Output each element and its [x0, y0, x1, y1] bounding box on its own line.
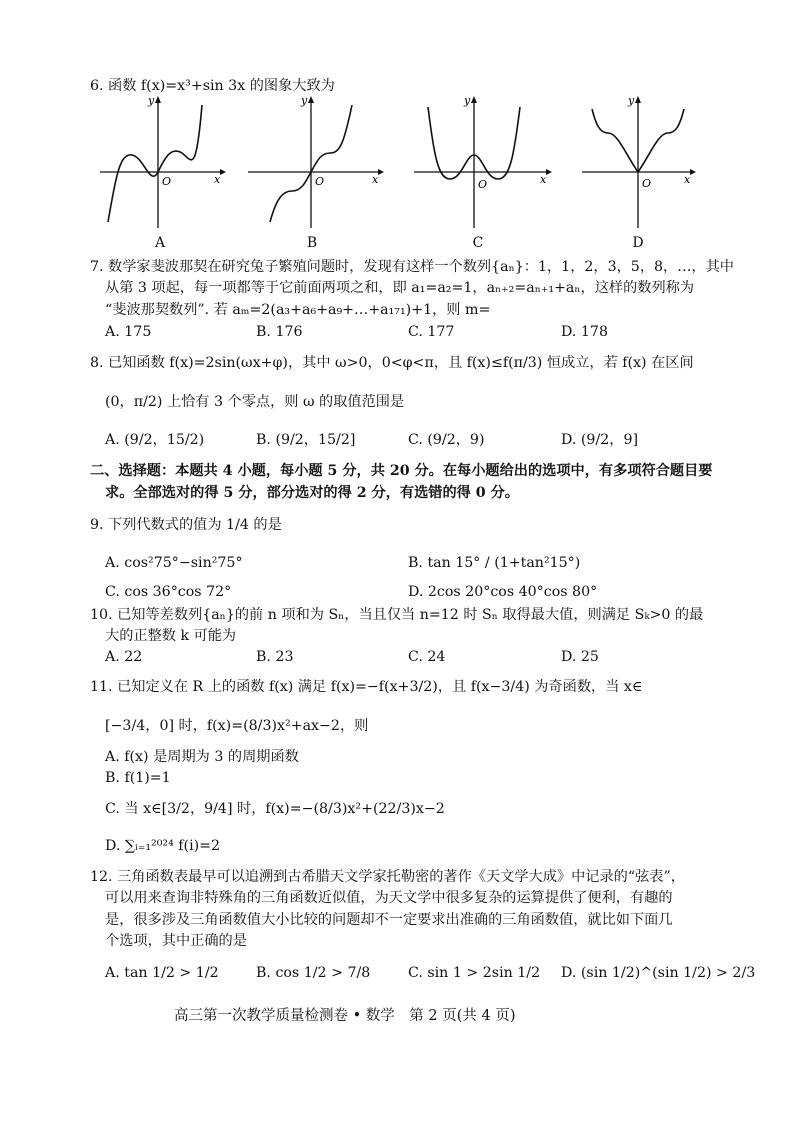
q10-option-b: B. 23	[256, 649, 294, 665]
graph-a-y-label: y	[148, 95, 155, 107]
q8-option-a: A. (9/2，15/2)	[105, 432, 205, 448]
q12-line3: 是，很多涉及三角函数值大小比较的问题却不一定要求出准确的三角函数值，就比如下面几	[105, 912, 673, 928]
q11-option-c: C. 当 x∈[3/2，9/4] 时，f(x)=−(8/3)x²+(22/3)x−2	[105, 801, 445, 817]
graph-a	[98, 95, 226, 230]
q12-line4: 个选项，其中正确的是	[105, 933, 247, 949]
q12-option-a: A. tan 1/2 > 1/2	[105, 965, 219, 981]
graph-label-d: D	[632, 235, 644, 251]
q8-option-d: D. (9/2，9]	[561, 432, 639, 448]
graph-b	[246, 95, 384, 230]
q12-option-d: D. (sin 1/2)^(sin 1/2) > 2/3	[561, 965, 756, 981]
graph-d-y-label: y	[628, 95, 635, 107]
section2-line1: 二、选择题：本题共 4 小题，每小题 5 分，共 20 分。在每小题给出的选项中，有多项符合题目要	[90, 463, 713, 479]
graph-a-origin: O	[162, 175, 172, 188]
q12-line2: 可以用来查询非特殊角的三角函数近似值，为天文学中很多复杂的运算提供了便利，有趣的	[105, 890, 673, 906]
graph-c-y-label: y	[464, 95, 471, 107]
q7-line2: 从第 3 项起，每一项都等于它前面两项之和，即 a₁=a₂=1，aₙ₊₂=aₙ₊₁+aₙ，这样的数列称为	[105, 280, 695, 296]
q8-option-b: B. (9/2，15/2]	[256, 432, 356, 448]
graph-b-y-label: y	[301, 95, 308, 107]
q7-option-c: C. 177	[408, 324, 455, 340]
graph-d	[580, 95, 696, 230]
graph-d-x-label: x	[684, 173, 691, 186]
q7-option-d: D. 178	[561, 324, 608, 340]
q11-option-b: B. f(1)=1	[105, 770, 171, 786]
q11-line2: [−3/4，0] 时，f(x)=(8/3)x²+ax−2，则	[105, 718, 369, 734]
q9-option-d: D. 2cos 20°cos 40°cos 80°	[408, 584, 598, 600]
q10-line1: 10. 已知等差数列{aₙ}的前 n 项和为 Sₙ，当且仅当 n=12 时 Sₙ 取得最大值，则满足 Sₖ>0 的最	[90, 607, 704, 623]
q8-option-c: C. (9/2，9)	[408, 432, 485, 448]
graph-label-b: B	[306, 235, 318, 251]
q7-line3: “斐波那契数列”. 若 aₘ=2(a₃+a₆+a₉+…+a₁₇₁)+1，则 m=	[105, 302, 491, 318]
q10-line2: 大的正整数 k 可能为	[105, 628, 237, 644]
q9-option-b: B. tan 15° / (1+tan²15°)	[408, 555, 581, 571]
q10-option-d: D. 25	[561, 649, 599, 665]
graph-label-a: A	[154, 235, 166, 251]
q8-line1: 8. 已知函数 f(x)=2sin(ωx+φ)，其中 ω>0，0<φ<π，且 f(x)≤f(π/3) 恒成立，若 f(x) 在区间	[90, 355, 694, 371]
q6-stem: 6. 函数 f(x)=x³+sin 3x 的图象大致为	[90, 78, 335, 94]
q7-option-a: A. 175	[105, 324, 152, 340]
q12-option-b: B. cos 1/2 > 7/8	[256, 965, 371, 981]
q10-option-a: A. 22	[105, 649, 143, 665]
q12-line1: 12. 三角函数表最早可以追溯到古希腊天文学家托勒密的著作《天文学大成》中记录的“弦表”，	[90, 869, 685, 885]
graph-b-origin: O	[315, 175, 325, 188]
graph-a-x-label: x	[214, 173, 221, 186]
graph-c	[412, 95, 552, 230]
q9-stem: 9. 下列代数式的值为 1/4 的是	[90, 517, 282, 533]
q11-line1: 11. 已知定义在 R 上的函数 f(x) 满足 f(x)=−f(x+3/2)，且 f(x−3/4) 为奇函数，当 x∈	[90, 679, 643, 695]
graph-d-origin: O	[642, 177, 652, 190]
q9-option-c: C. cos 36°cos 72°	[105, 584, 232, 600]
q8-line2: (0，π/2) 上恰有 3 个零点，则 ω 的取值范围是	[105, 394, 405, 410]
q7-line1: 7. 数学家斐波那契在研究兔子繁殖问题时，发现有这样一个数列{aₙ}：1，1，2，3，5，8，…，其中	[90, 259, 734, 275]
graph-b-x-label: x	[372, 173, 379, 186]
q9-option-a: A. cos²75°−sin²75°	[105, 555, 243, 571]
q11-option-d: D. ∑ᵢ₌₁²⁰²⁴ f(i)=2	[105, 838, 221, 854]
graph-label-c: C	[472, 235, 484, 251]
section2-line2: 求。全部选对的得 5 分，部分选对的得 2 分，有选错的得 0 分。	[105, 485, 519, 501]
q7-option-b: B. 176	[256, 324, 303, 340]
q11-option-a: A. f(x) 是周期为 3 的周期函数	[105, 749, 299, 765]
q10-option-c: C. 24	[408, 649, 446, 665]
page-footer: 高三第一次教学质量检测卷 • 数学 第 2 页(共 4 页)	[174, 1008, 516, 1024]
graph-c-origin: O	[478, 178, 488, 191]
q12-option-c: C. sin 1 > 2sin 1/2	[408, 965, 541, 981]
graph-c-x-label: x	[540, 173, 547, 186]
